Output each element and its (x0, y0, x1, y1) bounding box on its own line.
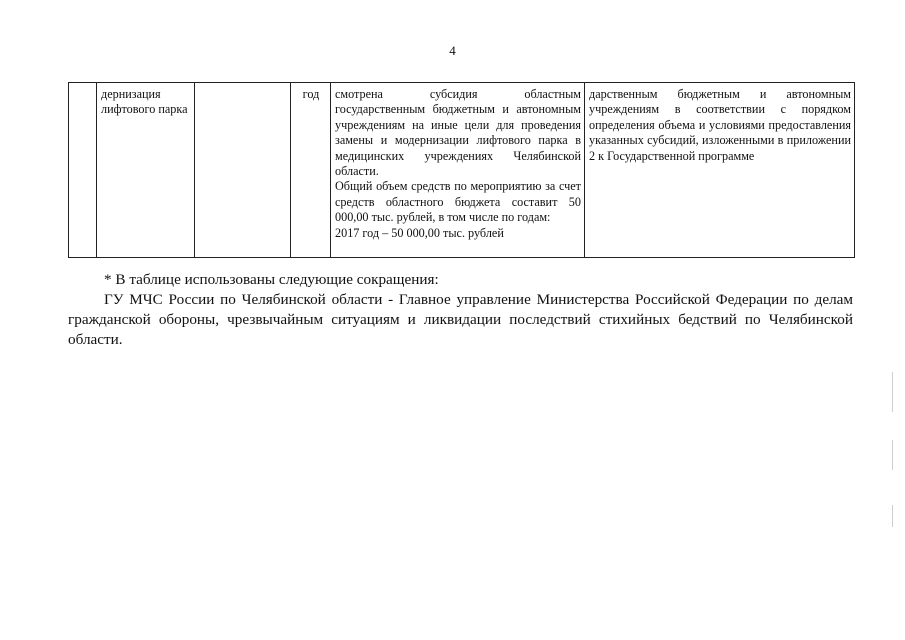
cell-number (69, 83, 97, 258)
cell-measure-name: дернизация лифтового парка (97, 83, 195, 258)
table-row (69, 83, 855, 258)
scan-margin-mark (892, 440, 893, 470)
description-paragraph-3: 2017 год – 50 000,00 тыс. рублей (335, 225, 504, 240)
description-paragraph-2: Общий объем средств по мероприятию за счет средств областного бюджета составит 50 000,00 тыс. рублей, в том числе по годам: (335, 179, 581, 225)
cell-executor (195, 83, 291, 258)
scan-margin-mark (892, 505, 893, 527)
measures-table (68, 82, 855, 258)
abbreviations-note (68, 270, 853, 350)
abbreviations-title: * В таблице использованы следующие сокращения: (104, 271, 439, 288)
description-paragraph-1: смотрена субсидия областным государственным бюджетным и автономным учреждениям на иные цели для проведения замены и модернизации лифтового парка в медицинских учреждениях Челябинской области. (335, 87, 581, 179)
cell-description (331, 83, 585, 258)
cell-period: год (291, 83, 331, 258)
scan-margin-mark (892, 372, 893, 412)
cell-expected-result: дарственным бюджетным и автономным учреждениям в соответствии с порядком определения объема и условиями предоставления указанных субсидий, изложенными в приложении 2 к Государственной программе (585, 83, 855, 258)
abbreviation-definition: ГУ МЧС России по Челябинской области - Главное управление Министерства Российской Федерации по делам гражданской обороны, чрезвычайным ситуациям и ликвидации последствий стихийных бедствий по Челябинской области. (68, 291, 853, 348)
page-number: 4 (449, 43, 456, 58)
